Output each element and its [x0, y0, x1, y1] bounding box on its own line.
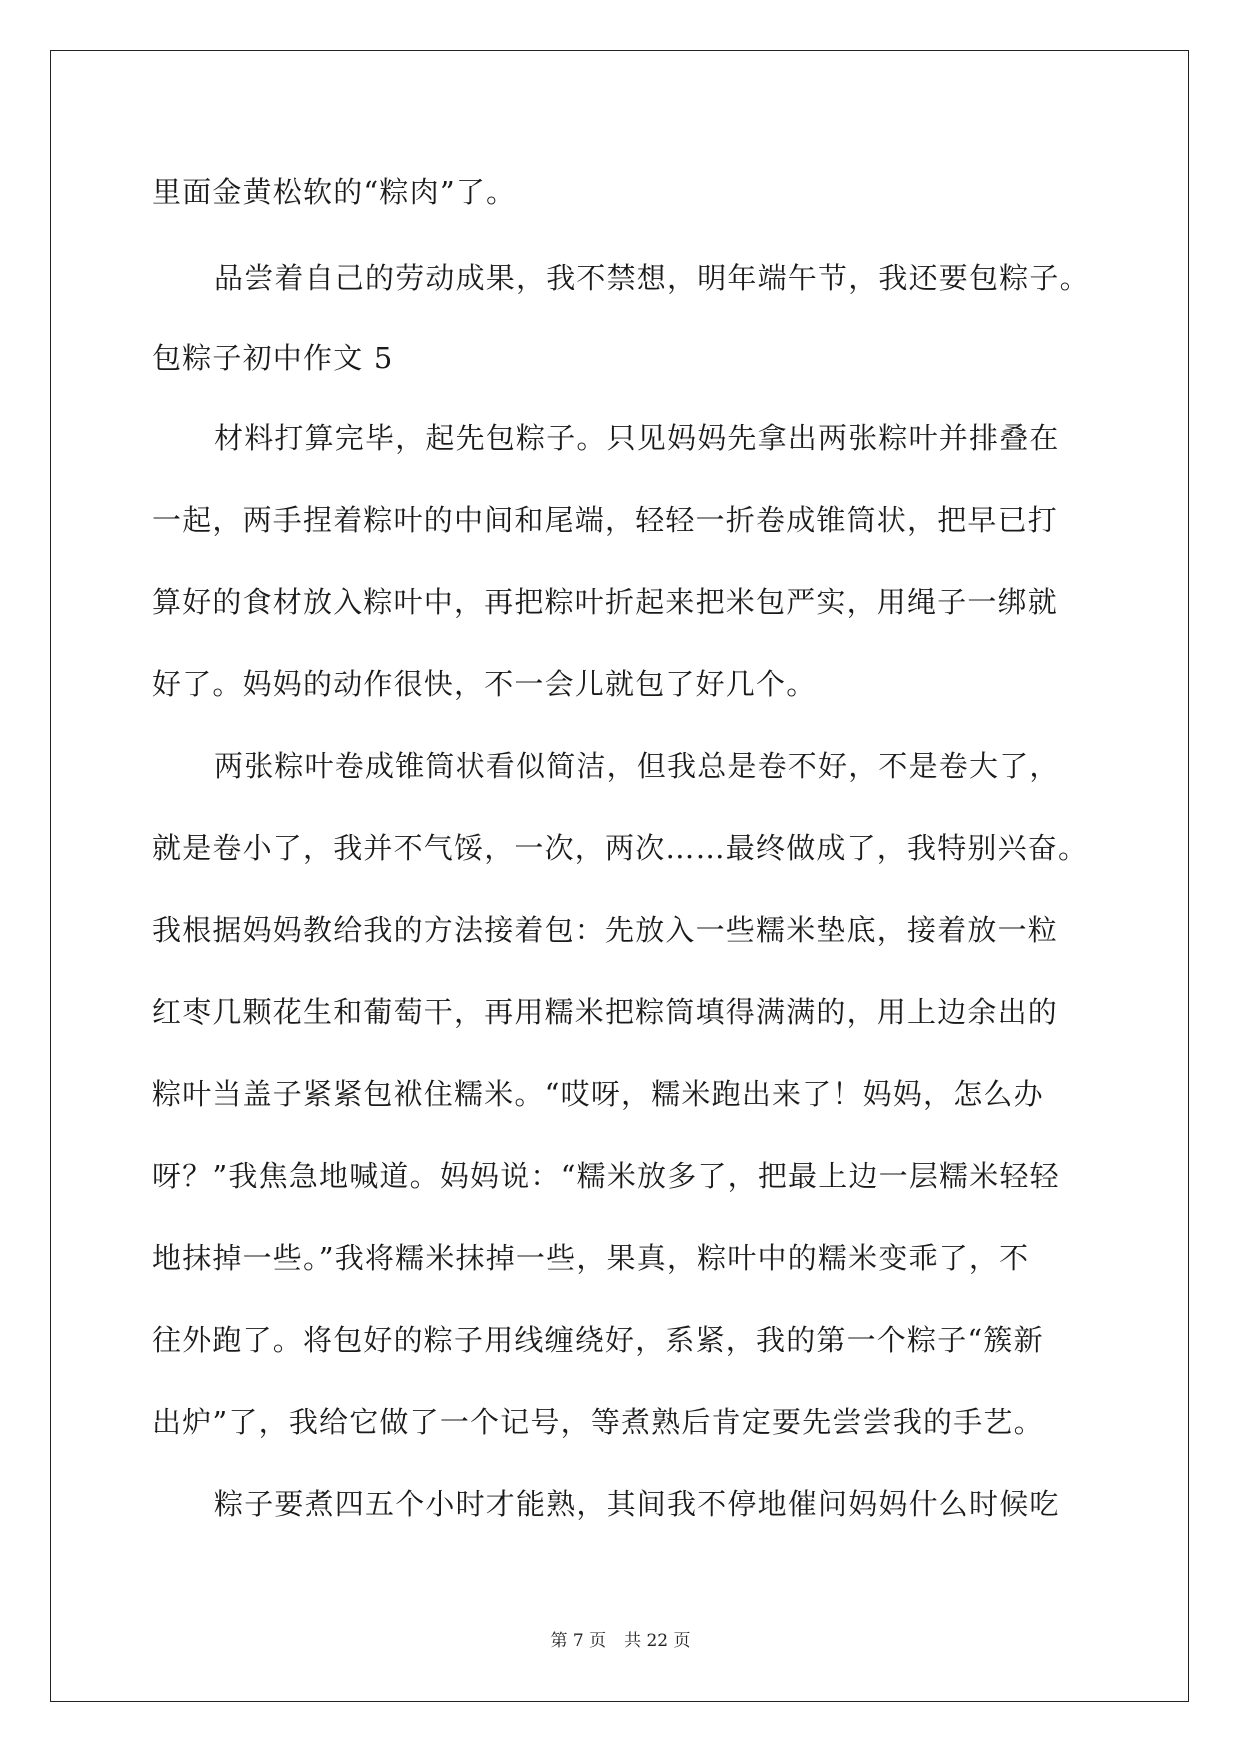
page-total: 共 22 页: [624, 1631, 691, 1651]
text-line: 材料打算完毕，起先包粽子。只见妈妈先拿出两张粽叶并排叠在: [214, 421, 1060, 455]
text-line: 一起，两手捏着粽叶的中间和尾端，轻轻一折卷成锥筒状，把早已打: [152, 503, 1059, 537]
text-line: 呀？”我焦急地喊道。妈妈说：“糯米放多了，把最上边一层糯米轻轻: [152, 1159, 1060, 1193]
text-line: 就是卷小了，我并不气馁，一次，两次……最终做成了，我特别兴奋。: [152, 831, 1089, 865]
page-footer: [0, 1626, 1241, 1651]
text-line: 品尝着自己的劳动成果，我不禁想，明年端午节，我还要包粽子。: [214, 261, 1090, 295]
text-line: 里面金黄松软的“粽肉”了。: [152, 175, 517, 209]
text-line: 好了。妈妈的动作很快，不一会儿就包了好几个。: [152, 667, 817, 701]
text-line: 算好的食材放入粽叶中，再把粽叶折起来把米包严实，用绳子一绑就: [152, 585, 1059, 619]
text-line: 红枣几颗花生和葡萄干，再用糯米把粽筒填得满满的，用上边余出的: [152, 995, 1059, 1029]
text-line: 我根据妈妈教给我的方法接着包：先放入一些糯米垫底，接着放一粒: [152, 913, 1059, 947]
text-line: 出炉”了，我给它做了一个记号，等煮熟后肯定要先尝尝我的手艺。: [152, 1405, 1044, 1439]
text-line: 往外跑了。将包好的粽子用线缠绕好，系紧，我的第一个粽子“簇新: [152, 1323, 1044, 1357]
page-number: 第 7 页: [550, 1631, 607, 1651]
text-line: 两张粽叶卷成锥筒状看似简洁，但我总是卷不好，不是卷大了，: [214, 749, 1060, 783]
text-line: 粽叶当盖子紧紧包袱住糯米。“哎呀，糯米跑出来了！妈妈，怎么办: [152, 1077, 1044, 1111]
text-line: 粽子要煮四五个小时才能熟，其间我不停地催问妈妈什么时候吃: [214, 1487, 1060, 1521]
text-line: 地抹掉一些。”我将糯米抹掉一些，果真，粽叶中的糯米变乖了，不: [152, 1241, 1030, 1275]
section-heading: 包粽子初中作文 5: [152, 341, 394, 375]
